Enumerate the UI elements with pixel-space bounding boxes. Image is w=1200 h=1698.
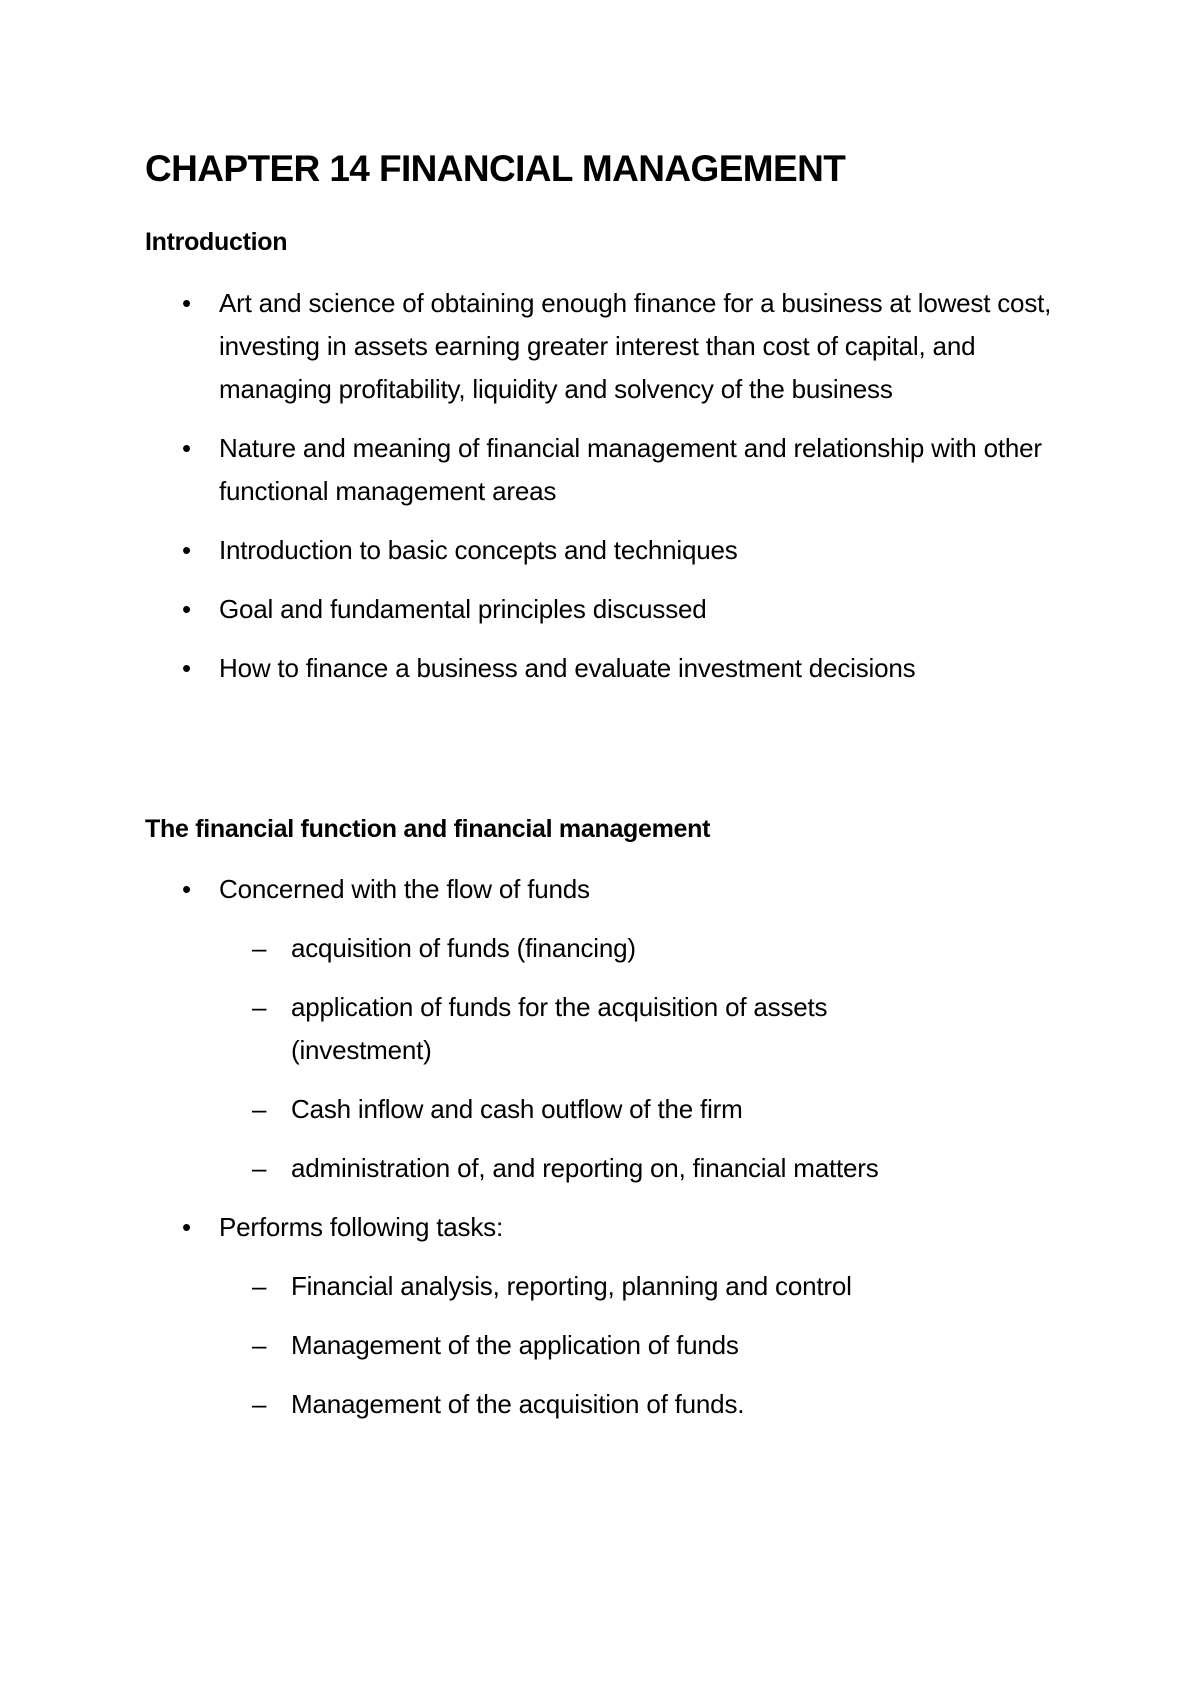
list-item bbox=[0, 927, 971, 970]
list-item-text: Nature and meaning of financial management and relationship with other functional management areas bbox=[219, 433, 1042, 506]
list-item bbox=[0, 1206, 1059, 1249]
list-item-text: application of funds for the acquisition of assets (investment) bbox=[291, 992, 828, 1065]
dash-marker: – bbox=[252, 1330, 267, 1360]
dash-marker: – bbox=[252, 1094, 267, 1124]
list-item bbox=[0, 588, 1059, 631]
list-item-text: Performs following tasks: bbox=[219, 1212, 503, 1242]
list-item-text: Cash inflow and cash outflow of the firm bbox=[291, 1094, 743, 1124]
list-item bbox=[0, 1088, 971, 1131]
dash-marker: – bbox=[252, 992, 267, 1022]
section-heading-introduction: Introduction bbox=[145, 228, 288, 256]
financial-function-list bbox=[0, 868, 1059, 1442]
bullet-marker: • bbox=[182, 288, 191, 318]
list-item-text: administration of, and reporting on, financial matters bbox=[291, 1153, 879, 1183]
bullet-marker: • bbox=[182, 1212, 191, 1242]
bullet-marker: • bbox=[182, 594, 191, 624]
bullet-marker: • bbox=[182, 433, 191, 463]
bullet-marker: • bbox=[182, 874, 191, 904]
list-item-text: Introduction to basic concepts and techniques bbox=[219, 535, 738, 565]
list-item-text: Concerned with the flow of funds bbox=[219, 874, 590, 904]
list-item-text: How to finance a business and evaluate investment decisions bbox=[219, 653, 916, 683]
chapter-title: CHAPTER 14 FINANCIAL MANAGEMENT bbox=[145, 148, 846, 189]
list-item bbox=[0, 1324, 971, 1367]
list-item bbox=[0, 1147, 971, 1190]
dash-marker: – bbox=[252, 933, 267, 963]
dash-marker: – bbox=[252, 1271, 267, 1301]
bullet-marker: • bbox=[182, 653, 191, 683]
list-item bbox=[0, 282, 1059, 411]
list-item bbox=[0, 868, 1059, 911]
list-item-text: Goal and fundamental principles discussed bbox=[219, 594, 707, 624]
list-item-text: Management of the acquisition of funds. bbox=[291, 1389, 745, 1419]
list-item bbox=[0, 647, 1059, 690]
list-item bbox=[0, 986, 971, 1072]
bullet-marker: • bbox=[182, 535, 191, 565]
list-item bbox=[0, 1265, 971, 1308]
list-item bbox=[0, 529, 1059, 572]
introduction-list bbox=[0, 282, 1059, 706]
list-item-text: Financial analysis, reporting, planning and control bbox=[291, 1271, 852, 1301]
section-heading-financial-function: The financial function and financial management bbox=[145, 815, 711, 843]
list-item-text: acquisition of funds (financing) bbox=[291, 933, 636, 963]
list-item bbox=[0, 1383, 971, 1426]
list-item bbox=[0, 427, 1059, 513]
dash-marker: – bbox=[252, 1389, 267, 1419]
list-item-text: Management of the application of funds bbox=[291, 1330, 739, 1360]
dash-marker: – bbox=[252, 1153, 267, 1183]
list-item-text: Art and science of obtaining enough finance for a business at lowest cost, investing in assets earning greater interest than cost of capital, and managing profitability, liquidity and solvency of the business bbox=[219, 288, 1052, 404]
